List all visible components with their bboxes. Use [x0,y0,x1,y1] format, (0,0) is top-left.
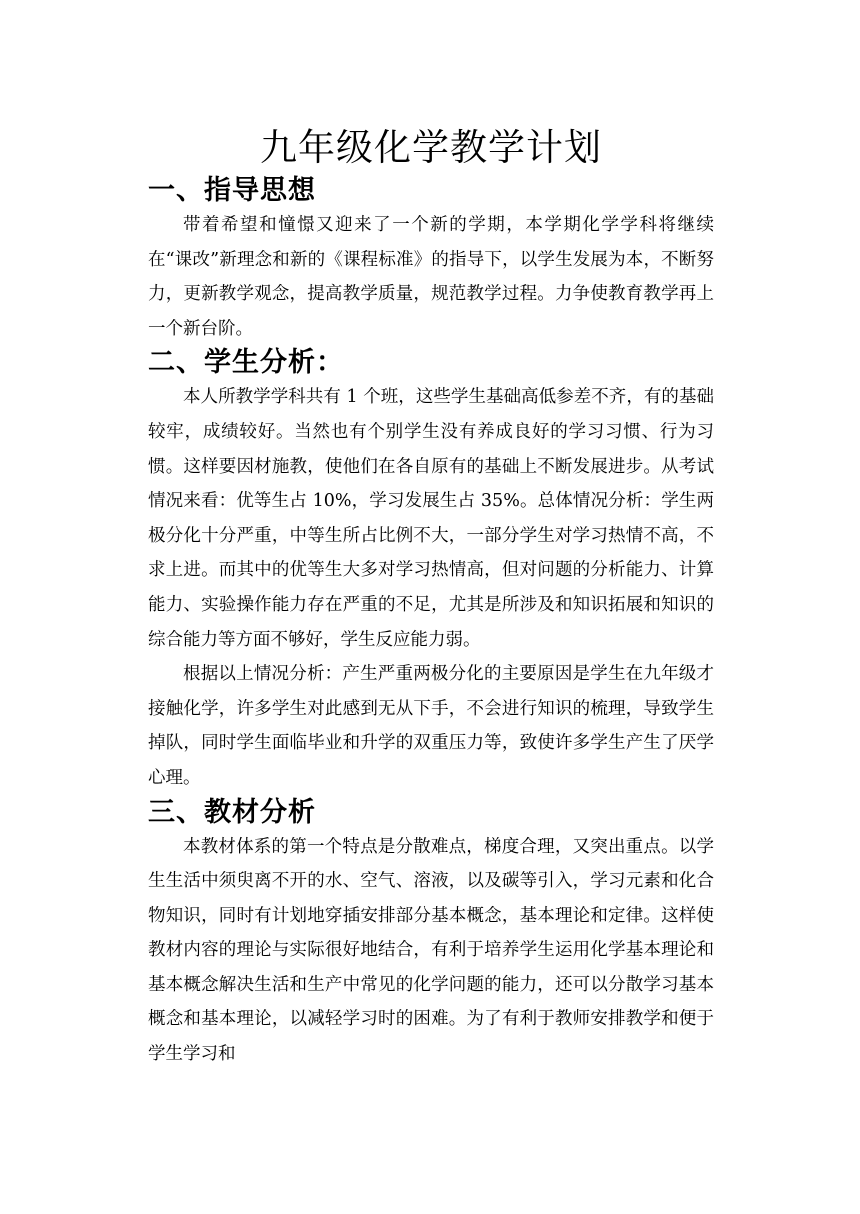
paragraph: 本教材体系的第一个特点是分散难点，梯度合理，又突出重点。以学生生活中须臾离不开的水、空气、溶液，以及碳等引入，学习元素和化合物知识，同时有计划地穿插安排部分基本概念，基本理论和定律。这样使教材内容的理论与实际很好地结合，有利于培养学生运用化学基本理论和基本概念解决生活和生产中常见的化学问题的能力，还可以分散学习基本概念和基本理论，以减轻学习时的困难。为了有利于教师安排教学和便于学生学习和 [148,836,714,1065]
paragraph: 根据以上情况分析：产生严重两极分化的主要原因是学生在九年级才接触化学，许多学生对此感到无从下手，不会进行知识的梳理，导致学生掉队，同时学生面临毕业和升学的双重压力等，致使许多学生产生了厌学心理。 [148,664,714,788]
section-textbook-analysis [148,796,714,1072]
document-page [148,122,714,1072]
section-student-analysis [148,346,714,795]
section-guiding-ideology [148,174,714,346]
paragraph: 本人所教学学科共有 1 个班，这些学生基础高低参差不齐，有的基础较牢，成绩较好。当然也有个别学生没有养成良好的学习习惯、行为习惯。这样要因材施教，使他们在各自原有的基础上不断发展进步。从考试情况来看：优等生占 10%，学习发展生占 35%。总体情况分析：学生两极分化十分严重，中等生所占比例不大，一部分学生对学习热情不高，不求上进。而其中的优等生大多对学习热情高，但对问题的分析能力、计算能力、实验操作能力存在严重的不足，尤其是所涉及和知识拓展和知识的综合能力等方面不够好，学生反应能力弱。 [148,387,714,650]
paragraph: 带着希望和憧憬又迎来了一个新的学期，本学期化学学科将继续在“课改”新理念和新的《课程标准》的指导下，以学生发展为本，不断努力，更新教学观念，提高教学质量，规范教学过程。力争使教育教学再上一个新台阶。 [148,215,714,339]
section-heading: 一、指导思想 [148,175,316,206]
document-title: 九年级化学教学计划 [260,126,602,169]
section-heading: 三、教材分析 [148,796,316,828]
section-heading: 二、学生分析： [148,347,344,379]
